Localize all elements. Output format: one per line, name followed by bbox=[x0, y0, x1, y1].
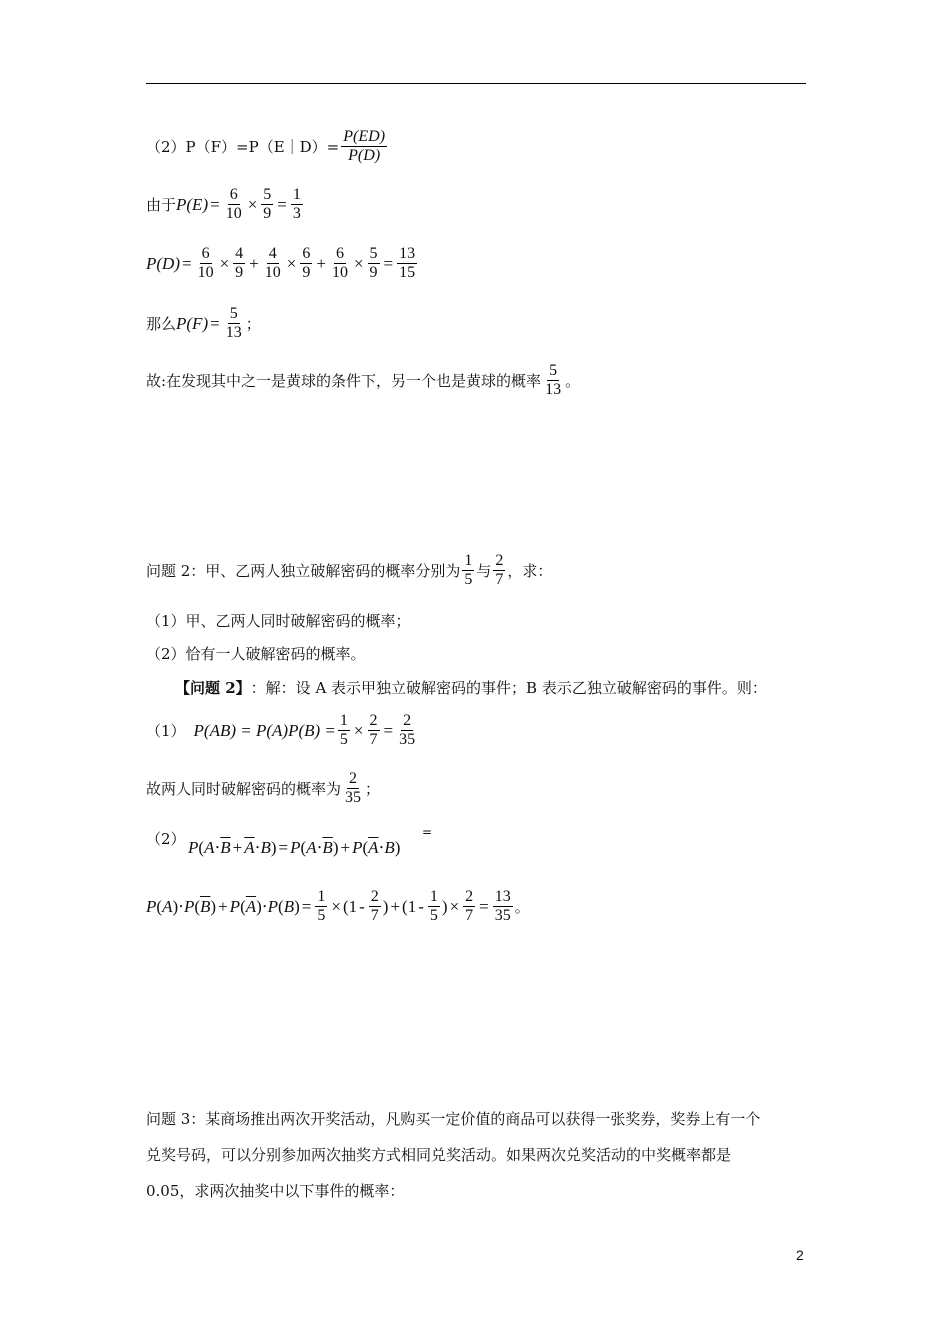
part1-label: （1） bbox=[146, 722, 186, 740]
event-a: A bbox=[306, 838, 317, 857]
event-a-complement: $\overline{A}$ bbox=[245, 896, 257, 916]
pd-symbol: P(D) bbox=[146, 253, 180, 273]
fraction: $\frac{5}{13}$ bbox=[545, 362, 562, 398]
dot: ⋅ bbox=[178, 896, 184, 916]
times-sign: × bbox=[286, 253, 297, 273]
line2-prefix: 由于 bbox=[146, 196, 177, 214]
event-b-complement: $\overline{B}$ bbox=[322, 838, 333, 857]
pf-symbol: P(F) bbox=[176, 313, 209, 333]
times-sign: × bbox=[331, 896, 341, 916]
paren: ( bbox=[300, 838, 307, 857]
equals-sign: = bbox=[277, 194, 287, 214]
answer2-intro bbox=[175, 677, 767, 698]
fraction: $\frac{2}{35}$ bbox=[399, 712, 416, 748]
times-sign: × bbox=[247, 194, 258, 214]
paren: ) bbox=[394, 838, 401, 857]
conjunction: 与 bbox=[476, 562, 492, 580]
line-pf bbox=[146, 305, 261, 342]
plus-sign: + bbox=[316, 253, 326, 273]
fraction: $\frac{1}{5}$ bbox=[429, 888, 438, 924]
paren: ( bbox=[194, 896, 201, 916]
fraction: $\frac{5}{9}$ bbox=[263, 186, 272, 222]
event-a: A bbox=[204, 838, 215, 857]
line-conclusion bbox=[146, 362, 580, 399]
semicolon: ； bbox=[245, 315, 261, 333]
period: 。 bbox=[565, 372, 581, 390]
event-b: B bbox=[384, 838, 395, 857]
fraction: $\frac{6}{10}$ bbox=[197, 245, 214, 281]
paren: ) bbox=[294, 896, 300, 916]
p-symbol: P bbox=[188, 838, 199, 857]
dot: ⋅ bbox=[316, 838, 323, 857]
one: 1 bbox=[407, 896, 417, 916]
p-symbol: P bbox=[146, 896, 157, 916]
plus-sign: + bbox=[390, 896, 401, 916]
problem2-stem-end: ，求： bbox=[507, 562, 553, 580]
fraction: $\frac{1}{5}$ bbox=[339, 712, 348, 748]
minus-sign: - bbox=[418, 896, 424, 916]
fraction: $\frac{1}{5}$ bbox=[464, 552, 473, 588]
paren: ( bbox=[342, 896, 349, 916]
equals-sign: = bbox=[383, 253, 394, 273]
event-b-complement: $\overline{B}$ bbox=[200, 896, 211, 916]
part2-expression-line2 bbox=[146, 888, 530, 925]
event-a: A bbox=[162, 896, 173, 916]
fraction: $\frac{13}{15}$ bbox=[399, 245, 416, 281]
equals-sign: = bbox=[383, 720, 394, 740]
paren: ( bbox=[240, 896, 246, 916]
paren: ) bbox=[270, 838, 277, 857]
paren: ) bbox=[172, 896, 179, 916]
p-symbol: P bbox=[183, 896, 195, 916]
plus-sign: + bbox=[232, 838, 243, 857]
problem2-stem bbox=[146, 552, 552, 589]
part2-equals-tail: = bbox=[422, 825, 433, 839]
fraction: $\frac{2}{7}$ bbox=[465, 888, 474, 924]
conclusion-text: 故:在发现其中之一是黄球的条件下，另一个也是黄球的概率 bbox=[146, 372, 542, 390]
fraction: $\frac{6}{9}$ bbox=[302, 245, 311, 281]
fraction: $\frac{2}{7}$ bbox=[370, 888, 379, 924]
paren: ) bbox=[332, 838, 339, 857]
paren: ( bbox=[362, 838, 369, 857]
part1-expression: P(AB) = P(A)P(B) = bbox=[193, 720, 336, 740]
answer2-part1-conclusion bbox=[146, 770, 380, 807]
fraction: $\frac{2}{7}$ bbox=[495, 552, 504, 588]
event-a-complement: $\overline{A}$ bbox=[368, 838, 379, 857]
fraction: $\frac{2}{35}$ bbox=[345, 770, 362, 806]
paren: ( bbox=[198, 838, 205, 857]
dot: ⋅ bbox=[378, 838, 385, 857]
dot: ⋅ bbox=[261, 896, 268, 916]
line-pe bbox=[146, 186, 305, 223]
event-b-complement: $\overline{B}$ bbox=[220, 838, 231, 857]
answer2-intro-text: ：解：设 A 表示甲独立破解密码的事件；B 表示乙独立破解密码的事件。则： bbox=[250, 679, 767, 697]
part2-expression-line1 bbox=[188, 838, 400, 858]
fraction: $\frac{6}{10}$ bbox=[331, 245, 348, 281]
times-sign: × bbox=[449, 896, 460, 916]
problem2-stem-text: 问题 2：甲、乙两人独立破解密码的概率分别为 bbox=[146, 562, 461, 580]
problem2-sub1: （1）甲、乙两人同时破解密码的概率； bbox=[146, 612, 411, 630]
paren: ( bbox=[402, 896, 408, 916]
problem3-line1: 问题 3：某商场推出两次开奖活动，凡购买一定价值的商品可以获得一张奖券，奖券上有一个 bbox=[146, 1110, 761, 1128]
paren: ) bbox=[441, 896, 448, 916]
paren: ) bbox=[210, 896, 217, 916]
fraction: $\frac{5}{13}$ bbox=[225, 305, 242, 341]
fraction: $\frac{4}{9}$ bbox=[235, 245, 244, 281]
fraction: $\frac{5}{9}$ bbox=[369, 245, 378, 281]
times-sign: × bbox=[353, 253, 364, 273]
line-pd bbox=[146, 245, 419, 282]
line1-text: （2）P（F）=P（E｜D）= bbox=[146, 138, 340, 156]
header-rule bbox=[146, 83, 806, 84]
fraction: $\frac{6}{10}$ bbox=[225, 186, 242, 222]
plus-sign: + bbox=[218, 896, 228, 916]
answer2-part1 bbox=[146, 712, 419, 749]
equals-sign: = bbox=[210, 194, 220, 214]
semicolon: ； bbox=[365, 780, 381, 798]
paren: ( bbox=[278, 896, 284, 916]
pe-symbol: P(E) bbox=[176, 194, 209, 214]
page-number: 2 bbox=[796, 1247, 804, 1263]
paren: ) bbox=[382, 896, 389, 916]
p-symbol: P bbox=[290, 838, 301, 857]
plus-sign: + bbox=[249, 253, 259, 273]
equals-sign: = bbox=[210, 313, 220, 333]
equals-sign: = bbox=[181, 253, 192, 273]
part2-label: （2） bbox=[146, 830, 186, 848]
minus-sign: - bbox=[359, 896, 365, 916]
event-a-complement: $\overline{A}$ bbox=[244, 838, 255, 857]
equals-sign: = bbox=[301, 896, 312, 916]
p-symbol: P bbox=[267, 896, 279, 916]
fraction: $\frac{2}{7}$ bbox=[369, 712, 378, 748]
period: 。 bbox=[514, 898, 530, 916]
line-conditional-prob bbox=[146, 128, 389, 165]
dot: ⋅ bbox=[214, 838, 221, 857]
fraction: $\frac{1}{3}$ bbox=[292, 186, 301, 222]
times-sign: × bbox=[219, 253, 230, 273]
part1-conclusion-text: 故两人同时破解密码的概率为 bbox=[146, 780, 342, 798]
one: 1 bbox=[348, 896, 358, 916]
equals-sign: = bbox=[479, 896, 489, 916]
problem3-line3: 0.05，求两次抽奖中以下事件的概率： bbox=[146, 1182, 405, 1200]
event-b: B bbox=[260, 838, 271, 857]
p-symbol: P bbox=[352, 838, 363, 857]
paren: ) bbox=[256, 896, 262, 916]
event-b: B bbox=[283, 896, 295, 916]
fraction: $\frac{1}{5}$ bbox=[317, 888, 326, 924]
fraction: $\frac{4}{10}$ bbox=[264, 245, 281, 281]
p-symbol: P bbox=[229, 896, 241, 916]
plus-sign: + bbox=[340, 838, 351, 857]
paren: ( bbox=[156, 896, 163, 916]
problem3-line2: 兑奖号码，可以分别参加两次抽奖方式相同兑奖活动。如果两次兑奖活动的中奖概率都是 bbox=[146, 1146, 732, 1164]
fraction-ped-over-pd: $\frac{P(ED)}{P(D)}$ bbox=[343, 128, 386, 164]
dot: ⋅ bbox=[254, 838, 261, 857]
equals-sign: = bbox=[278, 838, 289, 857]
problem2-sub2: （2）恰有一人破解密码的概率。 bbox=[146, 645, 366, 663]
line4-prefix: 那么 bbox=[146, 315, 177, 333]
answer2-heading: 【问题 2】 bbox=[175, 679, 251, 697]
fraction: $\frac{13}{35}$ bbox=[494, 888, 511, 924]
times-sign: × bbox=[353, 720, 364, 740]
